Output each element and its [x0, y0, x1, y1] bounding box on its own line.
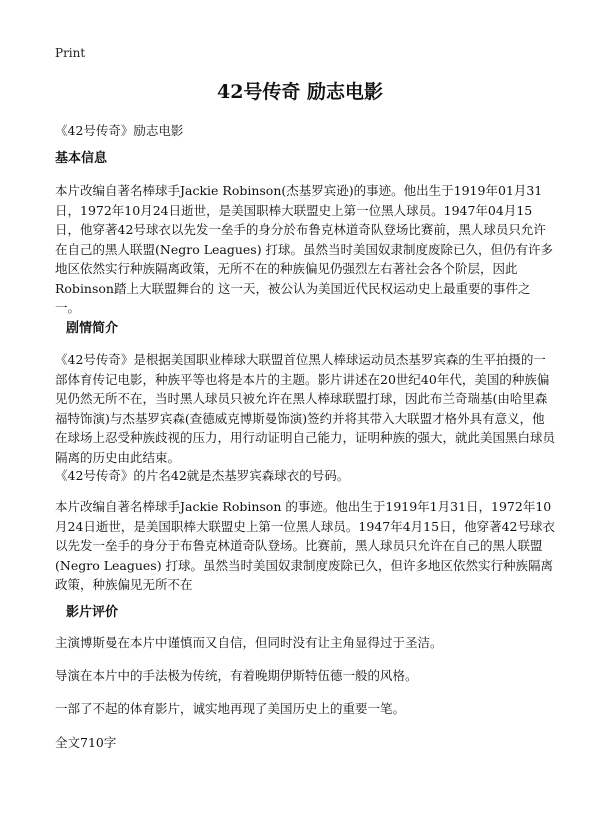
plot-paragraph-1: 《42号传奇》是根据美国职业棒球大联盟首位黑人棒球运动员杰基罗宾森的生平拍摄的一部体育传记电影，种族平等也将是本片的主题。影片讲述在20世纪40年代，美国的种族偏见仍然无所不在，当时黑人球员只被允许在黑人棒球联盟打球，因此布兰奇瑞基(由哈里森福特饰演)与杰基罗宾森(查德威克博斯曼饰演)签约并将其带入大联盟才格外具有意义，他在球场上忍受种族歧视的压力，用行动证明自己能力，证明种族的强大，就此美国黑白球员隔离的历史由此结束。 [55, 352, 556, 465]
review-paragraph-2: 导演在本片中的手法极为传统，有着晚期伊斯特伍德一般的风格。 [55, 668, 418, 683]
plot-paragraph-2: 《42号传奇》的片名42就是杰基罗宾森球衣的号码。 [55, 468, 350, 483]
word-count: 全文710字 [55, 735, 117, 750]
print-link[interactable]: Print [55, 46, 86, 60]
review-paragraph-1: 主演博斯曼在本片中谨慎而又自信，但同时没有让主角显得过于圣洁。 [55, 635, 443, 650]
review-paragraph-3: 一部了不起的体育影片，诚实地再现了美国历史上的重要一笔。 [55, 701, 406, 716]
section-heading-plot: 剧情简介 [66, 321, 119, 336]
plot-paragraph-3: 本片改编自著名棒球手Jackie Robinson 的事迹。他出生于1919年1月31日，1972年10月24日逝世，是美国职棒大联盟史上第一位黑人球员。1947年4月15日，他穿著42号球衣以先发一垒手的身分于布鲁克林道奇队登场。比赛前，黑人球员只允许在自己的黑人联盟(Negro Leagues) 打球。虽然当时美国奴隶制度废除已久，但许多地区依然实行种族隔离政策，种族偏见无所不在 [55, 499, 555, 592]
section-heading-review: 影片评价 [66, 605, 119, 620]
basic-info-paragraph: 本片改编自著名棒球手Jackie Robinson(杰基罗宾逊)的事迹。他出生于1919年01月31日，1972年10月24日逝世，是美国职棒大联盟史上第一位黑人球员。1947年04月15日，他穿著42号球衣以先发一垒手的身分於布鲁克林道奇队登场比赛前，黑人球员只允许在自己的黑人联盟(Negro Leagues) 打球。虽然当时美国奴隶制度废除已久，但仍有许多地区依然实行种族隔离政策，无所不在的种族偏见仍强烈左右著社会各个阶层，因此Robinson踏上大联盟舞台的 这一天，被公认为美国近代民权运动史上最重要的事件之一。 [55, 183, 554, 315]
page-title: 42号传奇 励志电影 [216, 81, 384, 103]
section-heading-basic-info: 基本信息 [55, 151, 108, 166]
subtitle: 《42号传奇》励志电影 [55, 123, 184, 138]
